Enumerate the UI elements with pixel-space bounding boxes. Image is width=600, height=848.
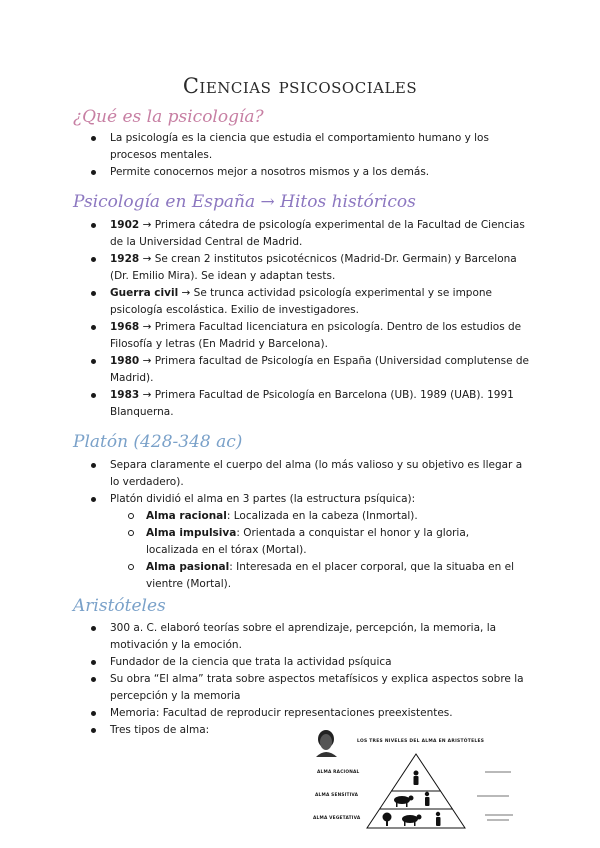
list-item: Su obra “El alma” trata sobre aspectos metafísicos y explica aspectos sobre la percepción y la memoria [0,671,530,705]
sublist-item [110,525,522,559]
list-platon [0,457,530,593]
list-item [0,491,530,593]
alma-text: : Orientada a conquistar el honor y la gloria, localizada en el tórax (Mortal). [146,527,470,556]
alma-text: : Localizada en la cabeza (Inmortal). [226,510,418,522]
page-title: Ciencias psicosociales [182,74,418,98]
hito-text: → Primera facultad de Psicología en España (Universidad complutense de Madrid). [110,355,529,384]
list-hitos [0,217,530,421]
hito-year: 1980 [110,355,140,367]
list-que-es [0,130,530,181]
list-item: 300 a. C. elaboró teorías sobre el aprendizaje, percepción, la memoria, la motivación y la emoción. [0,620,530,654]
list-item: Tres tipos de alma: [0,722,530,739]
sheep-icon [402,815,422,827]
heading-que-es-psicologia: ¿Qué es la psicología? [73,107,264,127]
list-item-text: Platón dividió el alma en 3 partes (la estructura psíquica): [110,493,416,505]
label-alma-racional: ALMA RACIONAL [317,770,360,775]
figure-title: LOS TRES NIVELES DEL ALMA EN ARISTÓTELES [357,739,485,744]
label-alma-sensitiva: ALMA SENSITIVA [315,793,359,798]
tree-icon [383,813,392,827]
list-item: Separa claramente el cuerpo del alma (lo más valioso y su objetivo es llegar a lo verdadero). [0,457,530,491]
list-item [0,285,530,319]
sublist-item [110,508,522,525]
hito-year: 1902 [110,219,140,231]
hito-text: → Primera Facultad licenciatura en psicología. Dentro de los estudios de Filosofía y letras (En Madrid y Barcelona). [110,321,522,350]
figure-tres-niveles-alma [309,725,524,833]
alma-term: Alma pasional [146,561,230,573]
hito-year: 1928 [110,253,140,265]
hito-text: → Se crean 2 institutos psicotécnicos (Madrid-Dr. Germain) y Barcelona (Dr. Emilio Mira). Se idean y adaptan tests. [110,253,517,282]
list-item: La psicología es la ciencia que estudia el comportamiento humano y los procesos mentales. [0,130,530,164]
sheep-icon [394,796,414,808]
human-icon [414,771,419,786]
alma-text: : Interesada en el placer corporal, que la situaba en el vientre (Mortal). [146,561,515,590]
list-item [0,387,530,421]
sublist-almas [110,508,530,593]
hito-year: 1968 [110,321,140,333]
hito-text: → Se trunca actividad psicología experimental y se impone psicología escolástica. Exilio de investigadores. [110,287,492,316]
list-item [0,251,530,285]
alma-term: Alma impulsiva [146,527,237,539]
hito-year: Guerra civil [110,287,179,299]
alma-term: Alma racional [146,510,227,522]
heading-aristoteles: Aristóteles [73,596,166,616]
list-item [0,353,530,387]
list-item [0,319,530,353]
aristotle-bust-icon [316,730,337,757]
list-aristoteles [0,620,530,739]
sublist-item [110,559,522,593]
label-alma-vegetativa: ALMA VEGETATIVA [313,816,361,821]
list-item: Memoria: Facultad de reproducir representaciones preexistentes. [0,705,530,722]
hito-year: 1983 [110,389,140,401]
heading-platon: Platón (428-348 ac) [73,432,243,452]
list-item [0,217,530,251]
hito-text: → Primera Facultad de Psicología en Barcelona (UB). 1989 (UAB). 1991 Blanquerna. [110,389,514,418]
list-item: Permite conocernos mejor a nosotros mismos y a los demás. [0,164,530,181]
human-icon [436,812,441,826]
human-icon [425,792,430,806]
list-item: Fundador de la ciencia que trata la actividad psíquica [0,654,530,671]
hito-text: → Primera cátedra de psicología experimental de la Facultad de Ciencias de la Universidad Central de Madrid. [110,219,525,248]
heading-psicologia-espana: Psicología en España → Hitos históricos [73,192,416,212]
